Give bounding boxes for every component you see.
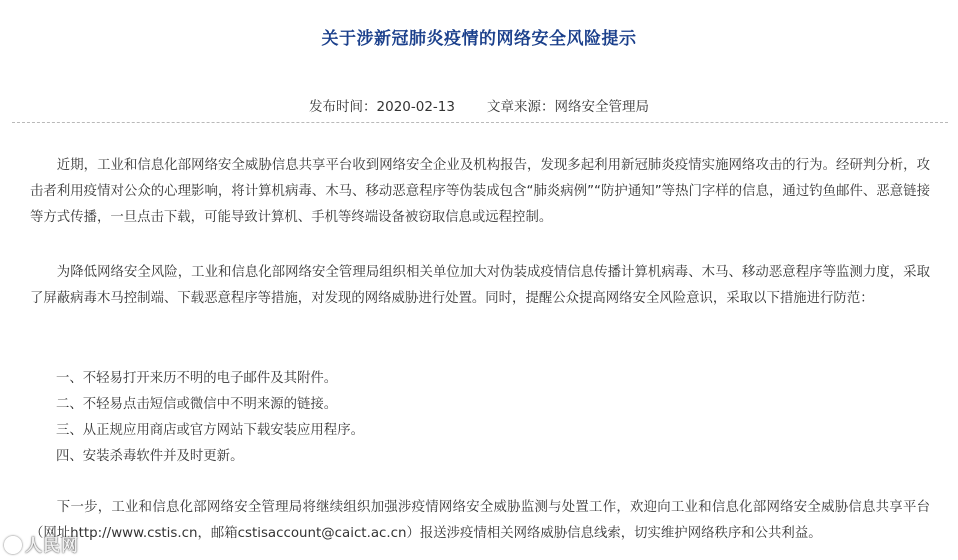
list-item: 三、从正规应用商店或官方网站下载安装应用程序。 — [56, 423, 364, 438]
paragraph-intro: 近期，工业和信息化部网络安全威胁信息共享平台收到网络安全企业及机构报告，发现多起利用新冠肺炎疫情实施网络攻击的行为。经研判分析，攻击者利用疫情对公众的心理影响，将计算机病毒、木马、移动恶意程序等伪装成包含“肺炎病例”“防护通知”等热门字样的信息，通过钓鱼邮件、恶意链接等方式传播，一旦点击下载，可能导致计算机、手机等终端设备被窃取信息或远程控制。 — [30, 158, 930, 225]
paragraph-closing: 下一步，工业和信息化部网络安全管理局将继续组织加强涉疫情网络安全威胁监测与处置工作，欢迎向工业和信息化部网络安全威胁信息共享平台（网址http://www.cstis.cn，邮箱cstisaccount@caict.ac.cn）报送涉疫情相关网络威胁信息线索，切实维护网络秩序和公共利益。 — [30, 500, 930, 541]
publish-time: 发布时间：2020-02-13 — [309, 99, 455, 115]
paragraph-measures-intro: 为降低网络安全风险，工业和信息化部网络安全管理局组织相关单位加大对伪装成疫情信息传播计算机病毒、木马、移动恶意程序等监测力度，采取了屏蔽病毒木马控制端、下载恶意程序等措施，对发现的网络威胁进行处置。同时，提醒公众提高网络安全风险意识，采取以下措施进行防范： — [30, 265, 930, 306]
list-item: 四、安装杀毒软件并及时更新。 — [56, 449, 244, 464]
list-item: 二、不轻易点击短信或微信中不明来源的链接。 — [56, 397, 338, 412]
article-title: 关于涉新冠肺炎疫情的网络安全风险提示 — [321, 29, 637, 49]
measures-list — [56, 366, 916, 470]
article-source: 文章来源：网络安全管理局 — [486, 99, 649, 115]
watermark-text: 人民网 — [25, 536, 79, 556]
article-meta — [0, 95, 958, 115]
watermark-logo-icon — [4, 536, 22, 554]
meta-divider — [12, 122, 948, 123]
list-item: 一、不轻易打开来历不明的电子邮件及其附件。 — [56, 371, 338, 386]
watermark — [4, 531, 79, 556]
